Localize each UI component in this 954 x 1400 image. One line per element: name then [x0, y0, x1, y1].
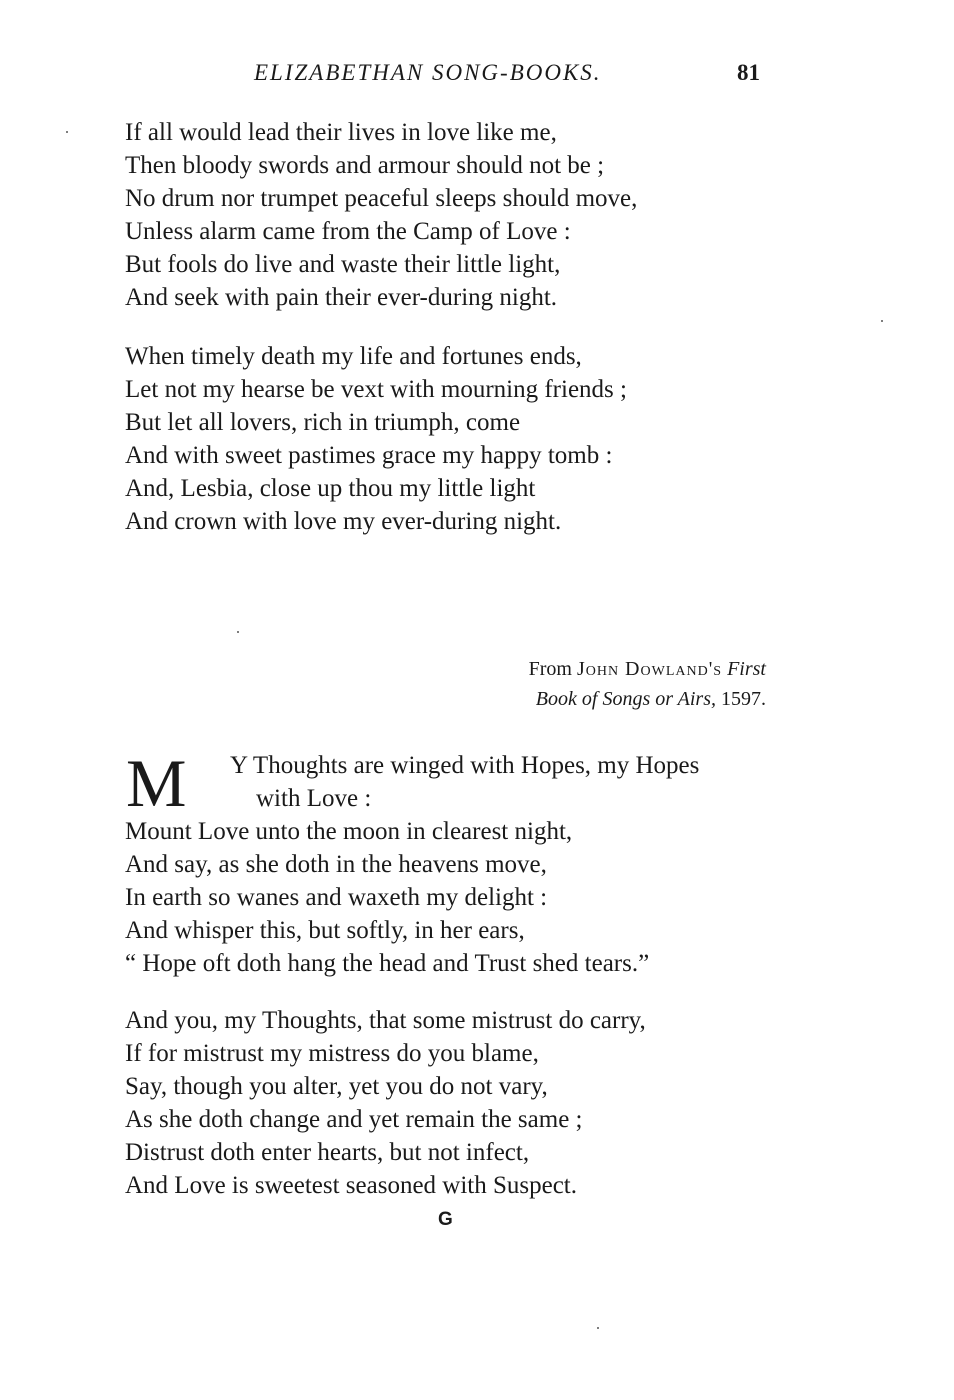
verse-line: As she doth change and yet remain the same ;	[125, 1106, 583, 1133]
attribution-book-title: First	[727, 658, 766, 680]
attribution-line-2	[536, 688, 766, 711]
verse-line: with Love :	[256, 785, 372, 812]
paper-speck	[597, 1327, 599, 1329]
verse-line: Mount Love unto the moon in clearest night,	[125, 818, 573, 845]
verse-line: Let not my hearse be vext with mourning friends ;	[125, 376, 627, 403]
verse-line: And you, my Thoughts, that some mistrust do carry,	[125, 1007, 646, 1034]
verse-line: If for mistrust my mistress do you blame,	[125, 1040, 539, 1067]
verse-line: And say, as she doth in the heavens move,	[125, 851, 547, 878]
verse-line: But let all lovers, rich in triumph, come	[125, 409, 521, 436]
verse-line: Y Thoughts are winged with Hopes, my Hopes	[230, 752, 700, 779]
verse-line: But fools do live and waste their little light,	[125, 251, 561, 278]
verse-line: And seek with pain their ever-during night.	[125, 284, 558, 311]
verse-line: And crown with love my ever-during night.	[125, 508, 562, 535]
verse-line: Say, though you alter, yet you do not vary,	[125, 1073, 548, 1100]
verse-line: And, Lesbia, close up thou my little light	[125, 475, 536, 502]
attribution-year: 1597.	[721, 688, 766, 710]
verse-line: And whisper this, but softly, in her ears,	[125, 917, 525, 944]
verse-line: Unless alarm came from the Camp of Love :	[125, 218, 571, 245]
attribution-line-1	[529, 658, 766, 681]
verse-line: Distrust doth enter hearts, but not infect,	[125, 1139, 530, 1166]
verse-line: When timely death my life and fortunes ends,	[125, 343, 582, 370]
poem1-stanza2	[125, 340, 627, 538]
running-header-title: ELIZABETHAN SONG-BOOKS.	[254, 60, 602, 85]
verse-line: Then bloody swords and armour should not be ;	[125, 152, 605, 179]
verse-line: And with sweet pastimes grace my happy tomb :	[125, 442, 613, 469]
verse-line: And Love is sweetest seasoned with Suspect.	[125, 1172, 578, 1199]
verse-line: If all would lead their lives in love like me,	[125, 119, 557, 146]
signature-mark: G	[438, 1209, 453, 1230]
poem2-stanza2	[125, 1004, 646, 1202]
paper-speck	[881, 320, 883, 322]
verse-line: “ Hope oft doth hang the head and Trust shed tears.”	[125, 950, 650, 977]
page-number: 81	[737, 60, 760, 85]
paper-speck	[66, 131, 68, 133]
verse-line: No drum nor trumpet peaceful sleeps should move,	[125, 185, 638, 212]
poem1-stanza1	[125, 116, 637, 314]
attribution-book-title-cont: Book of Songs or Airs,	[535, 688, 716, 710]
attribution-from: From	[528, 658, 572, 680]
drop-cap: M	[126, 745, 187, 821]
paper-speck	[237, 631, 239, 633]
poem2-stanza1-rest	[125, 815, 649, 980]
attribution-author: John Dowland's	[576, 658, 723, 680]
verse-line: In earth so wanes and waxeth my delight :	[125, 884, 548, 911]
